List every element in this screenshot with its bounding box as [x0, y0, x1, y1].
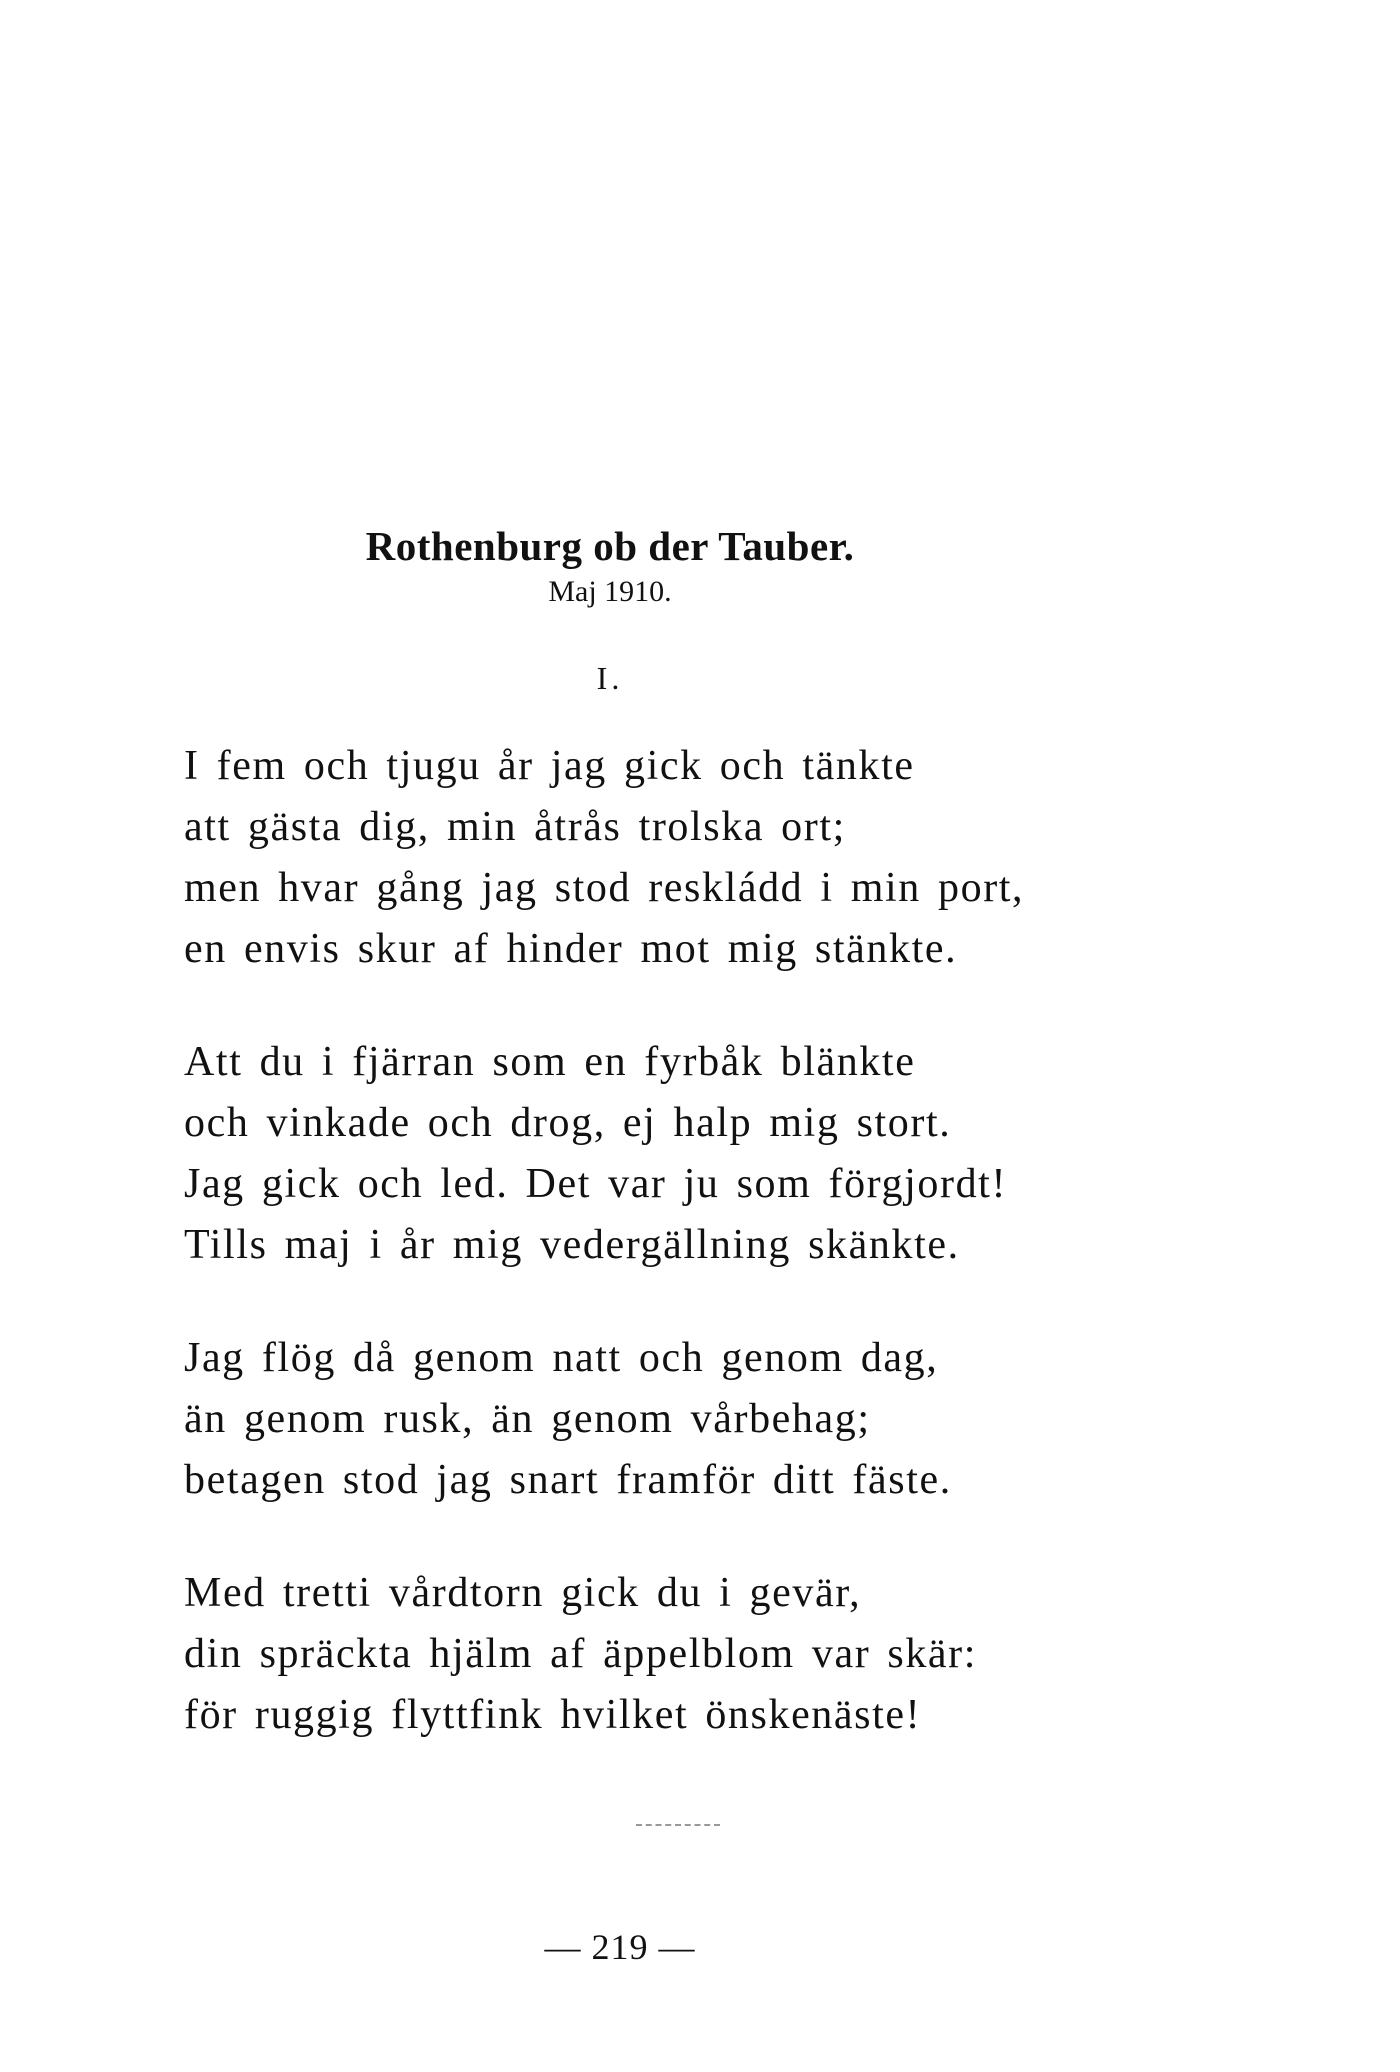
poem-line: betagen stod jag snart framför ditt fäste.: [184, 1457, 952, 1503]
poem-line: Att du i fjärran som en fyrbåk blänkte: [184, 1039, 916, 1085]
poem-body: [184, 736, 1184, 1798]
stanza-3: [184, 1328, 1184, 1511]
poem-line: Med tretti vårdtorn gick du i gevär,: [184, 1570, 862, 1616]
section-number: I.: [596, 660, 624, 696]
poem-line: än genom rusk, än genom vårbehag;: [184, 1396, 871, 1442]
poem-line: din spräckta hjälm af äppelblom var skär:: [184, 1631, 978, 1677]
poem-line: Jag gick och led. Det var ju som förgjordt!: [184, 1161, 1008, 1207]
stanza-4: [184, 1563, 1184, 1746]
page-number: — 219 —: [544, 1927, 696, 1967]
stanza-1: [184, 736, 1184, 980]
poem-line: I fem och tjugu år jag gick och tänkte: [184, 743, 915, 789]
poem-line: och vinkade och drog, ej halp mig stort.: [184, 1100, 952, 1146]
poem-line: Jag flög då genom natt och genom dag,: [184, 1335, 939, 1381]
divider-rule: [636, 1824, 720, 1826]
poem-date: Maj 1910.: [548, 575, 672, 608]
poem-line: men hvar gång jag stod reskládd i min port,: [184, 865, 1025, 911]
poem-line: Tills maj i år mig vedergällning skänkte.: [184, 1222, 960, 1268]
poem-line: att gästa dig, min åtrås trolska ort;: [184, 804, 846, 850]
poem-line: för ruggig flyttfink hvilket önskenäste!: [184, 1692, 922, 1738]
poem-line: en envis skur af hinder mot mig stänkte.: [184, 926, 958, 972]
stanza-2: [184, 1032, 1184, 1276]
poem-title: Rothenburg ob der Tauber.: [365, 523, 855, 569]
